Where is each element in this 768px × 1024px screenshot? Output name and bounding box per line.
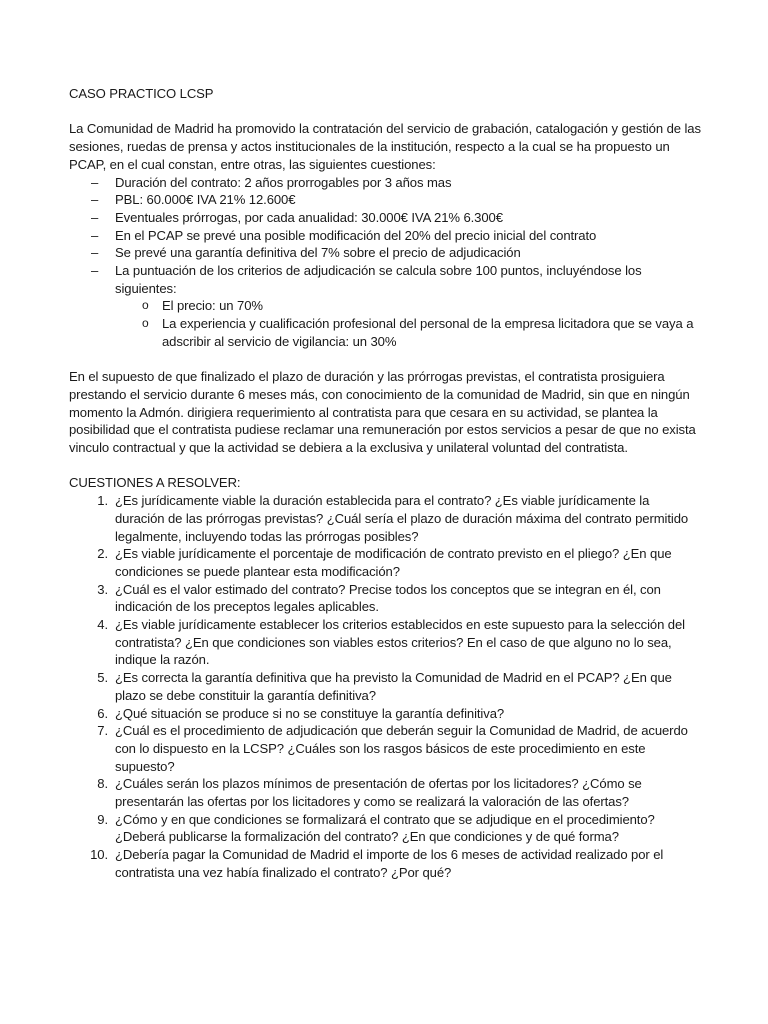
criteria-text: El precio: un 70% [162, 298, 263, 314]
question-text: ¿Es viable jurídicamente el porcentaje de modificación de contrato previsto en el pliego? ¿En que condiciones se puede plantear esta modificación? [115, 546, 672, 579]
criteria-text: La experiencia y cualificación profesional del personal de la empresa licitadora que se vaya a adscribir al servicio de vigilancia: un 30% [162, 316, 694, 349]
condition-item [69, 174, 701, 192]
question-number: 9. [97, 811, 108, 827]
question-text: ¿Debería pagar la Comunidad de Madrid el importe de los 6 meses de actividad realizado por el contratista una vez había finalizado el contrato? ¿Por qué? [115, 847, 664, 880]
question-text: ¿Es jurídicamente viable la duración establecida para el contrato? ¿Es viable jurídicamente la duración de las prórrogas previstas? ¿Cuál sería el plazo de duración máxima del contrato permitido legalmente, incluyendo todas las prórrogas posibles? [115, 493, 689, 544]
criteria-item [69, 315, 701, 350]
question-number: 3. [97, 581, 108, 597]
question-text: ¿Es correcta la garantía definitiva que ha previsto la Comunidad de Madrid en el PCAP? ¿En que plazo se debe constituir la garantía definitiva? [115, 670, 672, 703]
dash-bullet-icon: – [91, 192, 99, 208]
scenario-paragraph: En el supuesto de que finalizado el plazo de duración y las prórrogas previstas, el contratista prosiguiera prestando el servicio durante 6 meses más, con conocimiento de la comunidad de Madrid, sin que en ningún momento la Admón. dirigiera requerimiento al contratista para que cesara en su actividad, se plantea la posibilidad que el contratista pudiese reclamar una remuneración por estos servicios a pesar de que no exista vinculo contractual y que la actividad se debiera a la exclusiva y unilateral voluntad del contratista. [69, 369, 696, 456]
question-text: ¿Qué situación se produce si no se constituye la garantía definitiva? [115, 705, 505, 721]
question-item [69, 775, 701, 810]
question-number: 8. [97, 776, 108, 792]
document-page [69, 85, 701, 882]
question-number: 7. [97, 723, 108, 739]
question-item [69, 545, 701, 580]
question-item [69, 581, 701, 616]
question-number: 10. [90, 847, 108, 863]
condition-item [69, 262, 701, 297]
condition-text: En el PCAP se prevé una posible modificación del 20% del precio inicial del contrato [115, 227, 597, 243]
question-item [69, 846, 701, 881]
question-item [69, 811, 701, 846]
intro-paragraph: La Comunidad de Madrid ha promovido la contratación del servicio de grabación, catalogación y gestión de las sesiones, ruedas de prensa y actos institucionales de la institución, respecto a la cual se ha propuesto un PCAP, en el cual constan, entre otras, las siguientes cuestiones: [69, 121, 701, 172]
spacer [69, 103, 701, 121]
criteria-item [69, 297, 701, 315]
conditions-list [69, 174, 701, 298]
questions-list [69, 492, 701, 881]
question-number: 4. [97, 617, 108, 633]
condition-text: Duración del contrato: 2 años prorrogables por 3 años mas [115, 174, 452, 190]
dash-bullet-icon: – [91, 174, 99, 190]
condition-item [69, 227, 701, 245]
condition-item [69, 244, 701, 262]
question-number: 1. [97, 493, 108, 509]
question-number: 6. [97, 705, 108, 721]
condition-text: La puntuación de los criterios de adjudicación se calcula sobre 100 puntos, incluyéndose los siguientes: [115, 263, 642, 296]
circle-bullet-icon: o [142, 316, 149, 331]
dash-bullet-icon: – [91, 245, 99, 261]
spacer [69, 457, 701, 475]
spacer [69, 351, 701, 369]
circle-bullet-icon: o [142, 298, 149, 313]
question-item [69, 669, 701, 704]
question-item [69, 492, 701, 545]
criteria-list [69, 297, 701, 350]
question-number: 2. [97, 546, 108, 562]
condition-text: Se prevé una garantía definitiva del 7% sobre el precio de adjudicación [115, 245, 521, 261]
question-text: ¿Cuál es el valor estimado del contrato? Precise todos los conceptos que se integran en él, con indicación de los preceptos legales aplicables. [115, 581, 661, 615]
dash-bullet-icon: – [91, 263, 99, 279]
question-text: ¿Cuáles serán los plazos mínimos de presentación de ofertas por los licitadores? ¿Cómo se presentarán las ofertas por los licitadores y como se realizará la valoración de las ofertas? [115, 776, 642, 810]
question-text: ¿Cómo y en que condiciones se formalizará el contrato que se adjudique en el procedimiento? ¿Deberá publicarse la formalización del contrato? ¿En que condiciones y de qué forma? [115, 811, 655, 845]
question-text: ¿Cuál es el procedimiento de adjudicación que deberán seguir la Comunidad de Madrid, de acuerdo con lo dispuesto en la LCSP? ¿Cuáles son los rasgos básicos de este procedimiento en este supuesto? [115, 723, 688, 774]
questions-heading: CUESTIONES A RESOLVER: [69, 475, 241, 491]
dash-bullet-icon: – [91, 209, 99, 225]
dash-bullet-icon: – [91, 227, 99, 243]
condition-text: PBL: 60.000€ IVA 21% 12.600€ [115, 192, 296, 208]
question-item [69, 722, 701, 775]
condition-text: Eventuales prórrogas, por cada anualidad: 30.000€ IVA 21% 6.300€ [115, 209, 503, 225]
condition-item [69, 191, 701, 209]
document-title: CASO PRACTICO LCSP [69, 86, 214, 101]
question-text: ¿Es viable jurídicamente establecer los criterios establecidos en este supuesto para la selección del contratista? ¿En que condiciones son viables estos criterios? En el caso de que alguno no lo sea, indique la razón. [115, 617, 685, 668]
question-item [69, 705, 701, 723]
question-number: 5. [97, 670, 108, 686]
condition-item [69, 209, 701, 227]
question-item [69, 616, 701, 669]
